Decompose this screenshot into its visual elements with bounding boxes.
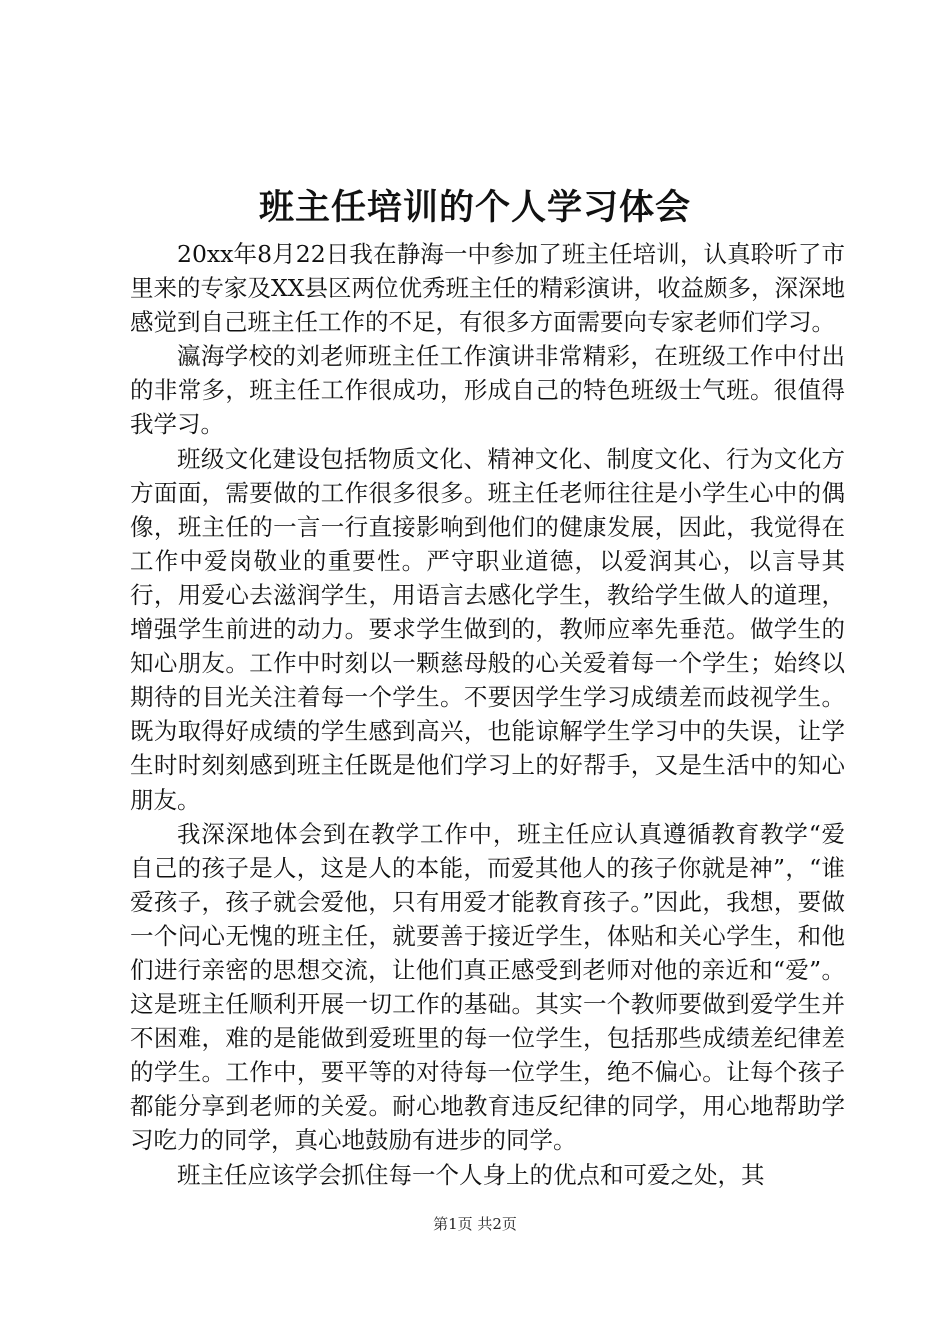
paragraph-4: 我深深地体会到在教学工作中，班主任应认真遵循教育教学“爱自己的孩子是人，这是人的本能，而爱其他人的孩子你就是神”，“谁爱孩子，孩子就会爱他，只有用爱才能教育孩子。”因此，我想，要做一个问心无愧的班主任，就要善于接近学生，体贴和关心学生，和他们进行亲密的思想交流，让他们真正感受到老师对他的亲近和“爱”。这是班主任顺利开展一切工作的基础。其实一个教师要做到爱学生并不困难，难的是能做到爱班里的每一位学生，包括那些成绩差纪律差的学生。工作中，要平等的对待每一位学生，绝不偏心。让每个孩子都能分享到老师的关爱。耐心地教育违反纪律的同学，用心地帮助学习吃力的同学，真心地鼓励有进步的同学。 — [130, 819, 845, 1155]
paragraph-3: 班级文化建设包括物质文化、精神文化、制度文化、行为文化方方面面，需要做的工作很多很多。班主任老师往往是小学生心中的偶像，班主任的一言一行直接影响到他们的健康发展，因此，我觉得在工作中爱岗敬业的重要性。严守职业道德，以爱润其心，以言导其行，用爱心去滋润学生，用语言去感化学生，教给学生做人的道理，增强学生前进的动力。要求学生做到的，教师应率先垂范。做学生的知心朋友。工作中时刻以一颗慈母般的心关爱着每一个学生；始终以期待的目光关注着每一个学生。不要因学生学习成绩差而歧视学生。既为取得好成绩的学生感到高兴，也能谅解学生学习中的失误，让学生时时刻刻感到班主任既是他们学习上的好帮手，又是生活中的知心朋友。 — [130, 444, 845, 814]
document-title: 班主任培训的个人学习体会 — [258, 187, 691, 228]
paragraph-5: 班主任应该学会抓住每一个人身上的优点和可爱之处，其 — [177, 1160, 765, 1189]
document-body — [130, 237, 845, 1192]
page-number-footer: 第1页 共2页 — [433, 1215, 517, 1233]
paragraph-2: 瀛海学校的刘老师班主任工作演讲非常精彩，在班级工作中付出的非常多，班主任工作很成功，形成自己的特色班级士气班。很值得我学习。 — [130, 342, 845, 439]
paragraph-1: 20xx年8月22日我在静海一中参加了班主任培训，认真聆听了市里来的专家及XX县区两位优秀班主任的精彩演讲，收益颇多，深深地感觉到自己班主任工作的不足，有很多方面需要向专家老师们学习。 — [130, 240, 845, 337]
